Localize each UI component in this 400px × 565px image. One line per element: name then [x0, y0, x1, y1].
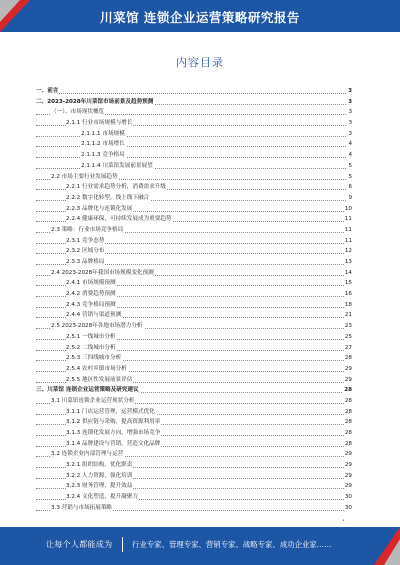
toc-entry-page: 15: [344, 278, 352, 289]
toc-entry[interactable]: [36, 396, 352, 407]
toc-entry-label: 2.3.2 区域分布: [66, 246, 105, 257]
toc-entry-page: 29: [344, 481, 352, 492]
toc-entry-page: 28: [344, 353, 352, 364]
toc-entry[interactable]: [36, 118, 352, 129]
toc-entry-label: 2.1.1 行业市场规模与增长: [66, 118, 133, 129]
toc-entry-page: 3: [347, 107, 352, 118]
toc-entry-page: 14: [344, 268, 352, 279]
toc-entry[interactable]: [36, 97, 352, 108]
footer-divider: [122, 537, 123, 552]
toc-entry-page: 28: [344, 439, 352, 450]
toc-entry-label: 2.5.2 二线城市分析: [66, 343, 117, 354]
toc-entry-page: 3: [347, 129, 352, 140]
toc-entry[interactable]: [36, 353, 352, 364]
toc-entry[interactable]: [36, 471, 352, 482]
toc-entry-label: 二、2023-2028年川菜馆市场前景及趋势预测: [36, 97, 154, 108]
toc-entry-page: 28: [344, 396, 352, 407]
toc-entry-page: 3: [347, 118, 352, 129]
toc-entry[interactable]: [36, 139, 352, 150]
toc-entry[interactable]: [36, 492, 352, 503]
toc-entry-label: 3.2.4 文化塑造，提升凝聚力: [66, 492, 139, 503]
toc-entry-label: 2.2.2 数字化转型，线上线下融合: [66, 193, 150, 204]
toc-entry-page: 23: [344, 321, 352, 332]
toc-entry-label: 2.4 2023-2028年我国市场规模变化预测: [51, 268, 155, 279]
toc-entry-label: 3.1.3 连锁化发展方向，增强市场竞争: [66, 428, 161, 439]
toc-entry[interactable]: [36, 364, 352, 375]
toc-entry[interactable]: [36, 172, 352, 183]
toc-entry-page: 10: [344, 204, 352, 215]
toc-entry[interactable]: [36, 321, 352, 332]
toc-entry[interactable]: [36, 439, 352, 450]
toc-heading: 内容目录: [176, 56, 224, 69]
toc-entry-page: 13: [344, 257, 352, 268]
toc-entry-label: 2.3 策略：行业市场竞争格局: [51, 225, 124, 236]
toc-entry-page: 28: [343, 385, 352, 396]
toc-entry-label: 3.2 连锁企业内部管理与运营: [51, 449, 124, 460]
toc-entry[interactable]: [36, 246, 352, 257]
toc-entry[interactable]: [36, 193, 352, 204]
toc-entry[interactable]: [36, 225, 352, 236]
toc-entry[interactable]: [36, 385, 352, 396]
toc-entry-label: 2.3.1 竞争态势: [66, 236, 105, 247]
toc-entry[interactable]: [36, 257, 352, 268]
toc-entry[interactable]: [36, 182, 352, 193]
toc-entry[interactable]: [36, 332, 352, 343]
toc-entry-label: 2.1.1.1 市场规模: [81, 129, 126, 140]
toc-entry-page: 29: [344, 364, 352, 375]
toc-entry-page: 29: [344, 375, 352, 386]
toc-entry[interactable]: [36, 268, 352, 279]
toc-entry[interactable]: [36, 236, 352, 247]
toc-entry[interactable]: [36, 428, 352, 439]
toc-entry[interactable]: [36, 150, 352, 161]
toc-entry-page: 30: [344, 492, 352, 503]
toc-entry-label: 2.4.2 消费趋势预测: [66, 289, 117, 300]
toc-entry-label: 2.2.4 健康环保，可持续发展成为重要趋势: [66, 214, 173, 225]
toc-entry-page: 16: [344, 289, 352, 300]
toc-entry-page: 27: [344, 343, 352, 354]
toc-entry-page: 30: [344, 503, 352, 514]
toc-entry-page: 12: [344, 246, 352, 257]
toc-entry-label: 2.5.1 一线城市分析: [66, 332, 117, 343]
toc-entry[interactable]: [36, 481, 352, 492]
toc-entry[interactable]: [36, 289, 352, 300]
toc-entry-page: 25: [344, 332, 352, 343]
toc-entry[interactable]: [36, 449, 352, 460]
toc-entry-label: 2.4.4 营销与渠道预测: [66, 310, 122, 321]
toc-entry-label: 2.3.3 品牌格局: [66, 257, 105, 268]
toc-entry-page: 29: [344, 460, 352, 471]
toc-entry[interactable]: [36, 300, 352, 311]
toc-entry[interactable]: [36, 460, 352, 471]
toc-entry-page: 28: [344, 417, 352, 428]
toc-entry-page: 5: [347, 172, 352, 183]
toc-entry-label: 一、前言: [36, 86, 59, 97]
report-title: 川菜馆 连锁企业运营策略研究报告: [100, 10, 300, 25]
toc-entry-label: 2.2.1 行业需求趋势分析，消费需求升级: [66, 182, 167, 193]
toc-entry-page: 21: [344, 310, 352, 321]
footer-corner-grey-decoration: [384, 539, 400, 565]
toc-entry-label: 3.1.4 品牌建设与营销，营造文化品牌: [66, 439, 161, 450]
toc-entry-page: 28: [344, 407, 352, 418]
footer-tagline: 行业专家、管理专家、营销专家、战略专家、成功企业家……: [132, 540, 332, 549]
toc-entry[interactable]: [36, 214, 352, 225]
toc-entry-page: 29: [344, 449, 352, 460]
footer-slogan: 让每个人都能成为: [46, 540, 113, 549]
toc-entry-page: 4: [347, 150, 352, 161]
toc-entry-label: 3.3 营销与市场拓展策略: [51, 503, 113, 514]
toc-entry-label: 2.5.3 三四线城市分析: [66, 353, 122, 364]
toc-entry-label: 2.5.5 地区性发展前景评估: [66, 375, 133, 386]
toc-entry-label: 2.1.1.4 川菜馆发展前景展望: [81, 161, 154, 172]
toc-entry-label: 3.2.3 财务管理，提升效益: [66, 481, 133, 492]
toc-entry-page: 6: [347, 182, 352, 193]
toc-entry-page: 9: [347, 193, 352, 204]
toc-entry-label: 3.2.2 人力资源，强化培训: [66, 471, 133, 482]
toc-entry-label: 2.1.1.2 市场增长: [81, 139, 126, 150]
toc-entry-label: 2.4.3 竞争格局预测: [66, 300, 117, 311]
toc-entry-label: 2.5 2023-2028年各地市场潜力分析: [51, 321, 144, 332]
toc-entry-label: 3.1.2 供应链与采购，提高资源利用率: [66, 417, 161, 428]
toc-entry[interactable]: [36, 129, 352, 140]
toc-entry[interactable]: [36, 107, 352, 118]
toc-entry-page: 11: [344, 214, 352, 225]
toc-entry-label: 2.2.3 品牌化与连锁化发展: [66, 204, 133, 215]
toc-entry-label: 2.2 市场主要行业发展趋势: [51, 172, 119, 183]
toc-entry-label: 3.1 川菜馆连锁企业运营现状分析: [51, 396, 135, 407]
toc-entry[interactable]: [36, 343, 352, 354]
toc-entry[interactable]: [36, 86, 352, 97]
toc-entry-page: 29: [344, 471, 352, 482]
footer-banner: [0, 527, 400, 565]
toc-entry-label: （一）、市场现状概览: [51, 107, 105, 118]
toc-entry[interactable]: [36, 161, 352, 172]
page-marker-dot: •: [342, 518, 345, 524]
toc-entry-label: 3.1.1 门店运营管理，运营模式优化: [66, 407, 156, 418]
toc-entry[interactable]: [36, 503, 352, 514]
toc-entry[interactable]: [36, 278, 352, 289]
toc-entry[interactable]: [36, 417, 352, 428]
toc-entry-label: 3.2.1 组织结构，优化职责: [66, 460, 133, 471]
toc-entry[interactable]: [36, 310, 352, 321]
toc-entry-page: 4: [347, 139, 352, 150]
toc-entry[interactable]: [36, 204, 352, 215]
toc-entry-page: 3: [347, 97, 352, 108]
toc-entry[interactable]: [36, 375, 352, 386]
toc-entry-page: 11: [344, 225, 352, 236]
table-of-contents: [36, 86, 352, 514]
toc-dot-leader: [36, 93, 348, 94]
toc-entry-label: 2.5.4 农村乡镇市场分析: [66, 364, 128, 375]
toc-entry-page: 28: [344, 428, 352, 439]
toc-entry-page: 11: [344, 236, 352, 247]
toc-entry-page: 3: [347, 86, 352, 97]
header-banner: [0, 0, 400, 32]
toc-entry-label: 三、川菜馆 连锁企业运营策略及研究建议: [36, 385, 140, 396]
toc-entry[interactable]: [36, 407, 352, 418]
toc-entry-page: 18: [344, 300, 352, 311]
toc-entry-label: 2.4.1 市场规模预测: [66, 278, 117, 289]
toc-entry-page: 5: [347, 161, 352, 172]
toc-entry-label: 2.1.1.3 竞争格局: [81, 150, 126, 161]
